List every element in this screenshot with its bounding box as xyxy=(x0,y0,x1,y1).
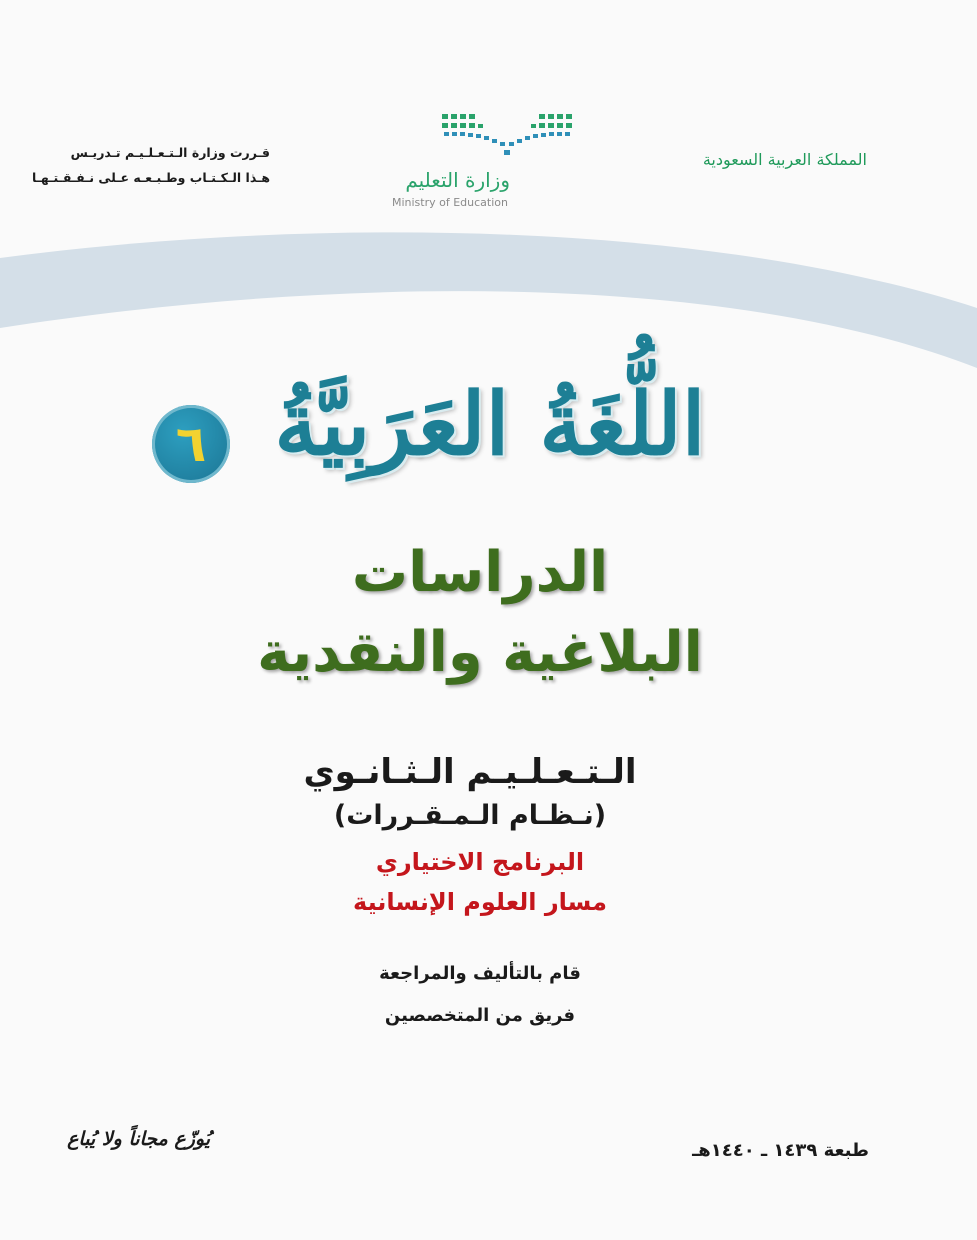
volume-badge: ٦ xyxy=(152,405,230,483)
decree-line-2: هـذا الـكـتـاب وطـبـعـه عـلى نـفـقـتـهـا xyxy=(31,170,270,185)
book-title: اللُّغَةُ العَرَبِيَّةُ xyxy=(274,374,706,475)
ministry-name-arabic: وزارة التعليم xyxy=(405,168,510,192)
subtitle-line-2: البلاغية والنقدية xyxy=(257,620,703,685)
ministry-logo-icon xyxy=(442,112,572,158)
subtitle-line-1: الدراسات xyxy=(351,540,609,605)
track-name: مسار العلوم الإنسانية xyxy=(353,888,607,916)
education-stage: الـتـعـلـيـم الـثـانـوي xyxy=(303,752,637,792)
decree-line-1: قـررت وزارة الـتـعـلـيـم تـدريـس xyxy=(70,145,270,160)
kingdom-name: المملكة العربية السعودية xyxy=(702,150,867,169)
decree-text xyxy=(31,140,270,190)
free-distribution-note: يُوزّع مجاناً ولا يُباع xyxy=(67,1128,210,1150)
program-name: البرنامج الاختياري xyxy=(375,848,585,876)
authors-line-1: قام بالتأليف والمراجعة xyxy=(379,963,581,984)
ministry-name-english: Ministry of Education xyxy=(391,196,508,209)
course-system: (نـظـام الـمـقـررات) xyxy=(333,800,607,831)
authors-line-2: فريق من المتخصصين xyxy=(384,1005,576,1026)
edition-year: طبعة ١٤٣٩ ـ ١٤٤٠هـ xyxy=(692,1140,869,1161)
